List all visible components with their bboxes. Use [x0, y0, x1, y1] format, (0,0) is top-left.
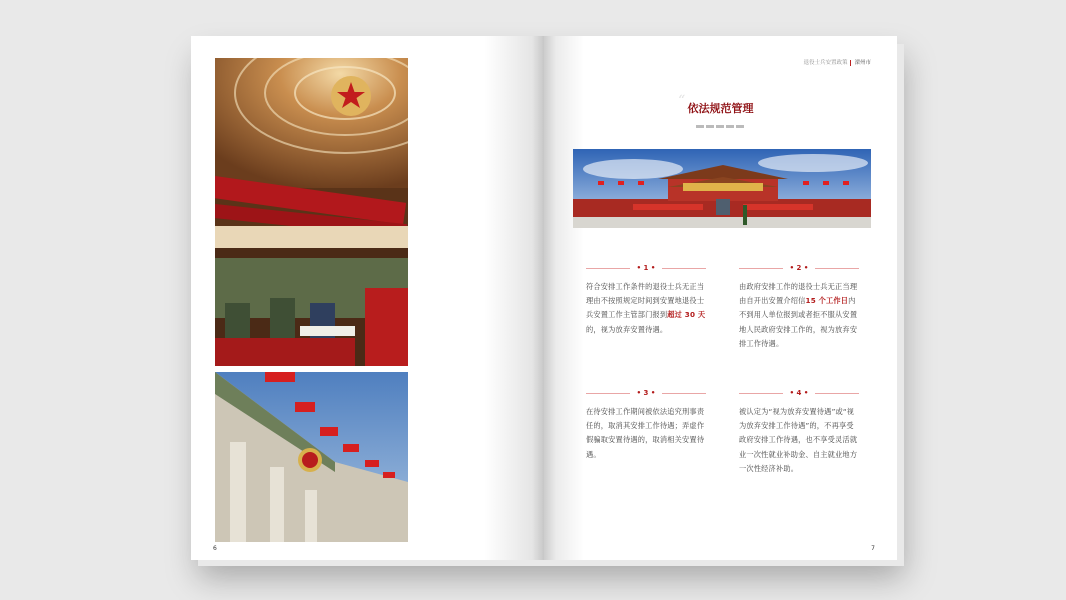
item-text-highlight: 15 个工作日 — [805, 296, 849, 306]
item-text-highlight: 超过 30 天 — [667, 310, 706, 320]
great-hall-facade-photo — [215, 372, 408, 542]
item-number: • 3 • — [636, 389, 656, 397]
policy-item-3 — [586, 389, 706, 462]
item-text-part: 符合安排工作条件的退役士兵无正当理由不按照规定时间到安置地退役士兵安置工作主管部门报到 — [586, 282, 705, 320]
header-separator — [850, 60, 851, 66]
divider-line — [815, 268, 859, 269]
item-number-row — [739, 389, 859, 399]
assembly-hall-photo — [215, 58, 408, 366]
item-number-row — [586, 264, 706, 274]
divider-line — [815, 393, 859, 394]
tiananmen-photo — [573, 149, 871, 228]
item-number: • 4 • — [789, 389, 809, 397]
item-number-row — [739, 264, 859, 274]
title-underline — [696, 125, 746, 128]
policy-item-4 — [739, 389, 859, 476]
running-header-title: 退役士兵安置政策 — [803, 60, 848, 66]
policy-item-2 — [739, 264, 859, 351]
running-header-city: 溧州市 — [854, 60, 871, 66]
title-decoration: “ — [678, 93, 686, 109]
item-text: 在待安排工作期间被依法追究刑事责任的，取消其安排工作待遇；弄虚作假骗取安置待遇的，取消相关安置待遇。 — [586, 407, 705, 459]
right-page-number: 7 — [871, 545, 875, 552]
item-text — [586, 280, 706, 337]
item-text-part: 由政府安排工作的退役士兵无正当理由自开出安置介绍信 — [739, 282, 858, 306]
divider-line — [662, 393, 706, 394]
item-text — [739, 280, 859, 351]
right-page — [544, 36, 897, 560]
item-number: • 2 • — [789, 264, 809, 272]
left-page — [191, 36, 544, 560]
divider-line — [662, 268, 706, 269]
item-number: • 1 • — [636, 264, 656, 272]
spine-shadow-left — [484, 36, 544, 560]
running-header — [803, 58, 871, 66]
section-title: 依法规范管理 — [687, 102, 754, 115]
item-number-row — [586, 389, 706, 399]
item-text-part: 的，视为放弃安置待遇。 — [586, 324, 668, 334]
left-page-number: 6 — [213, 545, 217, 552]
item-text: 被认定为“视为放弃安置待遇”或“视为放弃安排工作待遇”的，不再享受政府安排工作待遇，也不享受灵活就业一次性就业补助金、自主就业地方一次性经济补助。 — [739, 407, 858, 473]
item-text-part: 内不到用人单位报到或者拒不服从安置地人民政府安排工作的，视为放弃安排工作待遇。 — [739, 296, 858, 348]
policy-item-1 — [586, 264, 706, 337]
